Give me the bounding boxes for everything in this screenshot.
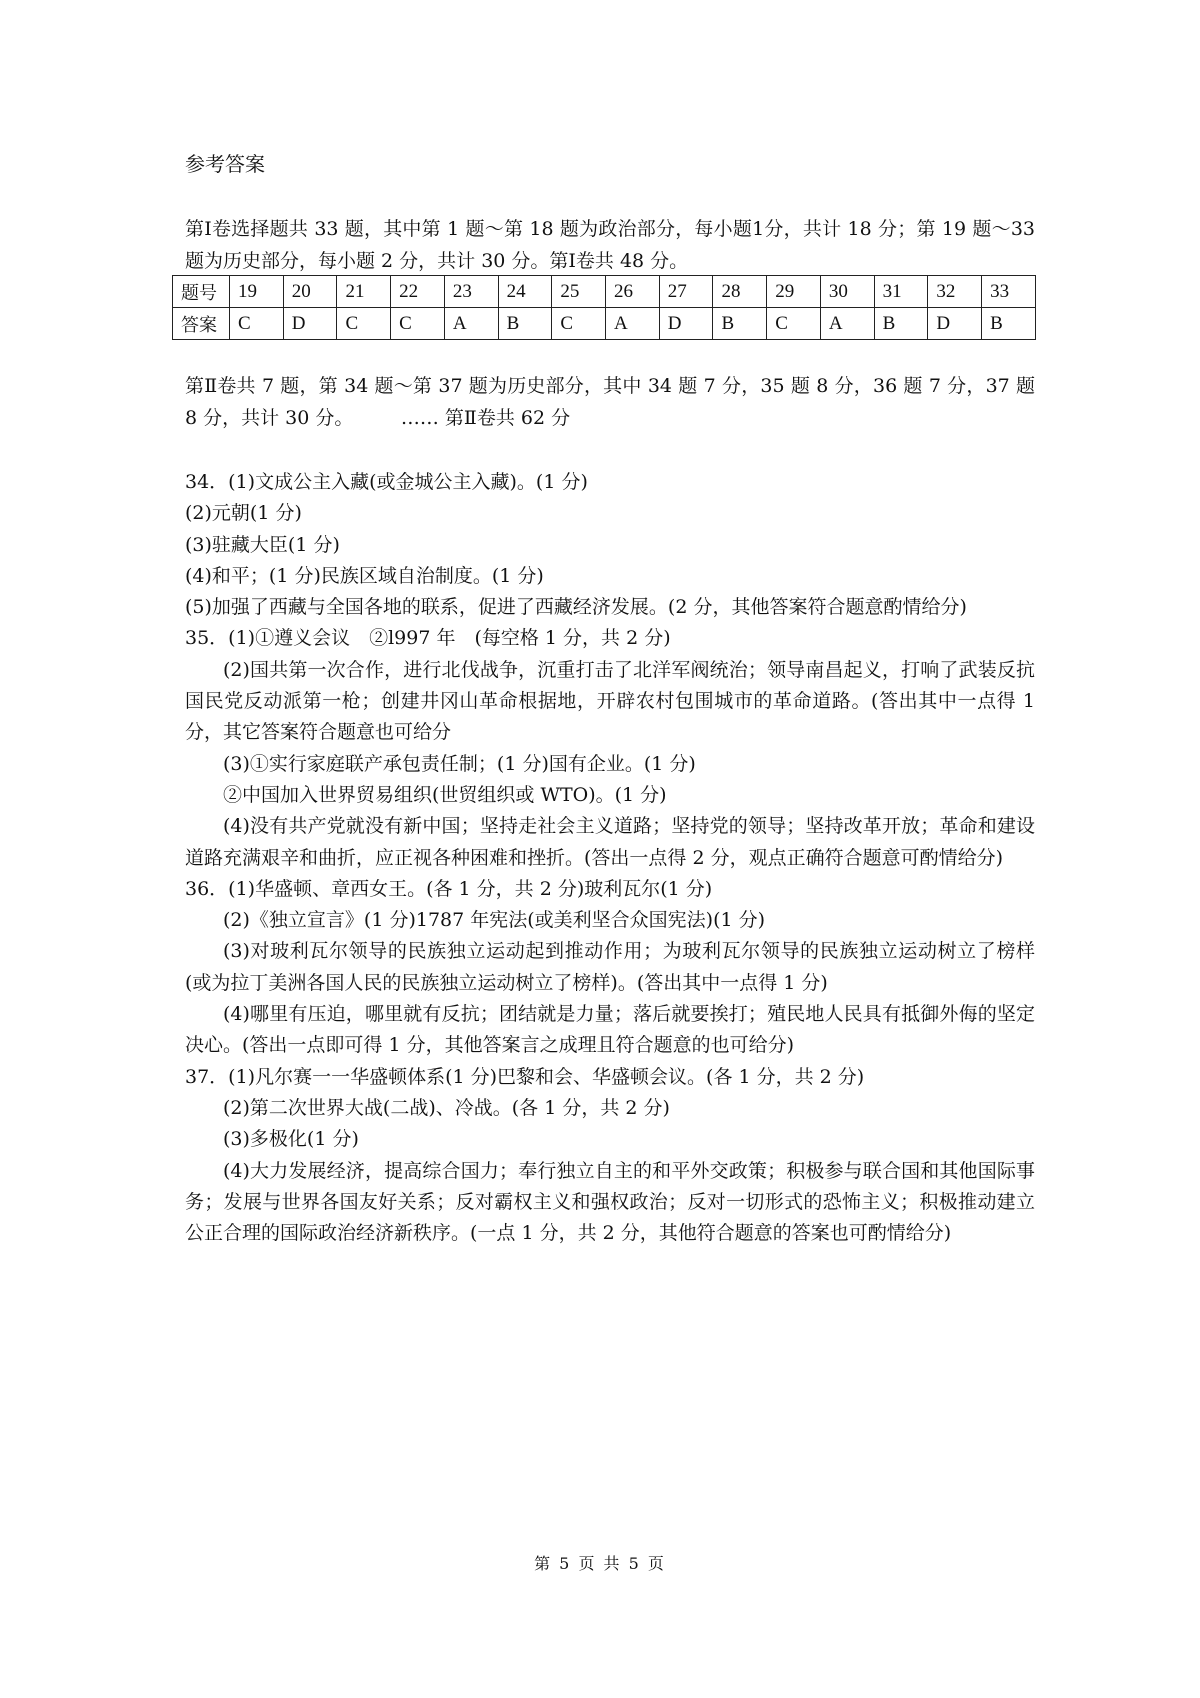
- answer-paragraph: (4)哪里有压迫，哪里就有反抗；团结就是力量；落后就要挨打；殖民地人民具有抵御外侮的坚定决心。(答出一点即可得 1 分，其他答案言之成理且符合题意的也可给分): [185, 1003, 1035, 1057]
- question-number-cell: 28: [713, 276, 767, 308]
- answer-paragraph: (3)多极化(1 分): [223, 1128, 359, 1151]
- question-number-cell: 22: [391, 276, 445, 308]
- row-label-answer: 答案: [173, 308, 230, 340]
- answer-cell: D: [283, 308, 337, 340]
- answer-cell: D: [659, 308, 713, 340]
- answer-cell: A: [444, 308, 498, 340]
- answer-cell: C: [552, 308, 606, 340]
- page-heading: 参考答案: [185, 152, 265, 176]
- answer-paragraph: (2)第二次世界大战(二战)、冷战。(各 1 分，共 2 分): [223, 1096, 670, 1119]
- part2-description: 第Ⅱ卷共 7 题，第 34 题～第 37 题为历史部分，其中 34 题 7 分，35 题 8 分，36 题 7 分，37 题 8 分，共计 30 分。 …… 第Ⅱ卷共 62 分: [185, 375, 1035, 429]
- answer-explanations: [185, 467, 1035, 1249]
- answer-paragraph: (2)国共第一次合作，进行北伐战争，沉重打击了北洋军阀统治；领导南昌起义，打响了武装反抗国民党反动派第一枪；创建井冈山革命根据地，开辟农村包围城市的革命道路。(答出其中一点得 1 分，其它答案符合题意也可给分: [185, 658, 1035, 744]
- answer-cell: B: [874, 308, 928, 340]
- question-number-cell: 24: [498, 276, 552, 308]
- answer-cell: C: [230, 308, 284, 340]
- answer-paragraph: (5)加强了西藏与全国各地的联系，促进了西藏经济发展。(2 分，其他答案符合题意酌情给分): [185, 596, 967, 619]
- answer-row: [173, 308, 1036, 340]
- question-number-cell: 26: [606, 276, 660, 308]
- question-number-cell: 31: [874, 276, 928, 308]
- answer-cell: A: [820, 308, 874, 340]
- answer-paragraph: (2)《独立宣言》(1 分)1787 年宪法(或美利坚合众国宪法)(1 分): [223, 909, 766, 932]
- question-number-cell: 30: [820, 276, 874, 308]
- answer-cell: B: [713, 308, 767, 340]
- row-label-question-number: 题号: [173, 276, 230, 308]
- answer-paragraph: 34．(1)文成公主入藏(或金城公主入藏)。(1 分): [185, 471, 588, 493]
- answer-paragraph: (3)驻藏大臣(1 分): [185, 533, 340, 556]
- answer-paragraph: ②中国加入世界贸易组织(世贸组织或 WTO)。(1 分): [223, 783, 667, 806]
- answer-cell: C: [337, 308, 391, 340]
- answer-paragraph: (4)大力发展经济，提高综合国力；奉行独立自主的和平外交政策；积极参与联合国和其他国际事务；发展与世界各国友好关系；反对霸权主义和强权政治；反对一切形式的恐怖主义；积极推动建立公正合理的国际政治经济新秩序。(一点 1 分，共 2 分，其他符合题意的答案也可酌情给分): [185, 1159, 1035, 1245]
- answer-paragraph: 36．(1)华盛顿、章西女王。(各 1 分，共 2 分)玻利瓦尔(1 分): [185, 877, 713, 900]
- question-number-cell: 20: [283, 276, 337, 308]
- answer-cell: D: [928, 308, 982, 340]
- question-number-cell: 29: [767, 276, 821, 308]
- answer-paragraph: (3)对玻利瓦尔领导的民族独立运动起到推动作用；为玻利瓦尔领导的民族独立运动树立了榜样(或为拉丁美洲各国人民的民族独立运动树立了榜样)。(答出其中一点得 1 分): [185, 940, 1035, 994]
- answer-paragraph: 37．(1)凡尔赛一一华盛顿体系(1 分)巴黎和会、华盛顿会议。(各 1 分，共 2 分): [185, 1065, 865, 1088]
- answer-cell: C: [767, 308, 821, 340]
- answer-cell: B: [498, 308, 552, 340]
- answer-table: [172, 275, 1036, 340]
- question-number-cell: 33: [982, 276, 1036, 308]
- part1-description: 第Ⅰ卷选择题共 33 题，其中第 1 题～第 18 题为政治部分，每小题1分，共计 18 分；第 19 题～33 题为历史部分，每小题 2 分，共计 30 分。第Ⅰ卷共 48 分。: [185, 218, 1035, 272]
- question-number-cell: 21: [337, 276, 391, 308]
- question-number-cell: 19: [230, 276, 284, 308]
- question-number-cell: 23: [444, 276, 498, 308]
- page-footer: 第 5 页 共 5 页: [534, 1554, 666, 1573]
- answer-paragraph: (2)元朝(1 分): [185, 502, 302, 525]
- question-number-cell: 32: [928, 276, 982, 308]
- answer-cell: B: [982, 308, 1036, 340]
- answer-cell: C: [391, 308, 445, 340]
- answer-paragraph: (3)①实行家庭联产承包责任制；(1 分)国有企业。(1 分): [223, 752, 696, 775]
- answer-cell: A: [606, 308, 660, 340]
- question-number-row: [173, 276, 1036, 308]
- question-number-cell: 27: [659, 276, 713, 308]
- question-number-cell: 25: [552, 276, 606, 308]
- answer-paragraph: 35．(1)①遵义会议 ②l997 年 (每空格 1 分，共 2 分): [185, 627, 671, 650]
- answer-paragraph: (4)没有共产党就没有新中国；坚持走社会主义道路；坚持党的领导；坚持改革开放；革命和建设道路充满艰辛和曲折，应正视各种困难和挫折。(答出一点得 2 分，观点正确符合题意可酌情给分): [185, 815, 1035, 869]
- answer-paragraph: (4)和平；(1 分)民族区域自治制度。(1 分): [185, 564, 544, 587]
